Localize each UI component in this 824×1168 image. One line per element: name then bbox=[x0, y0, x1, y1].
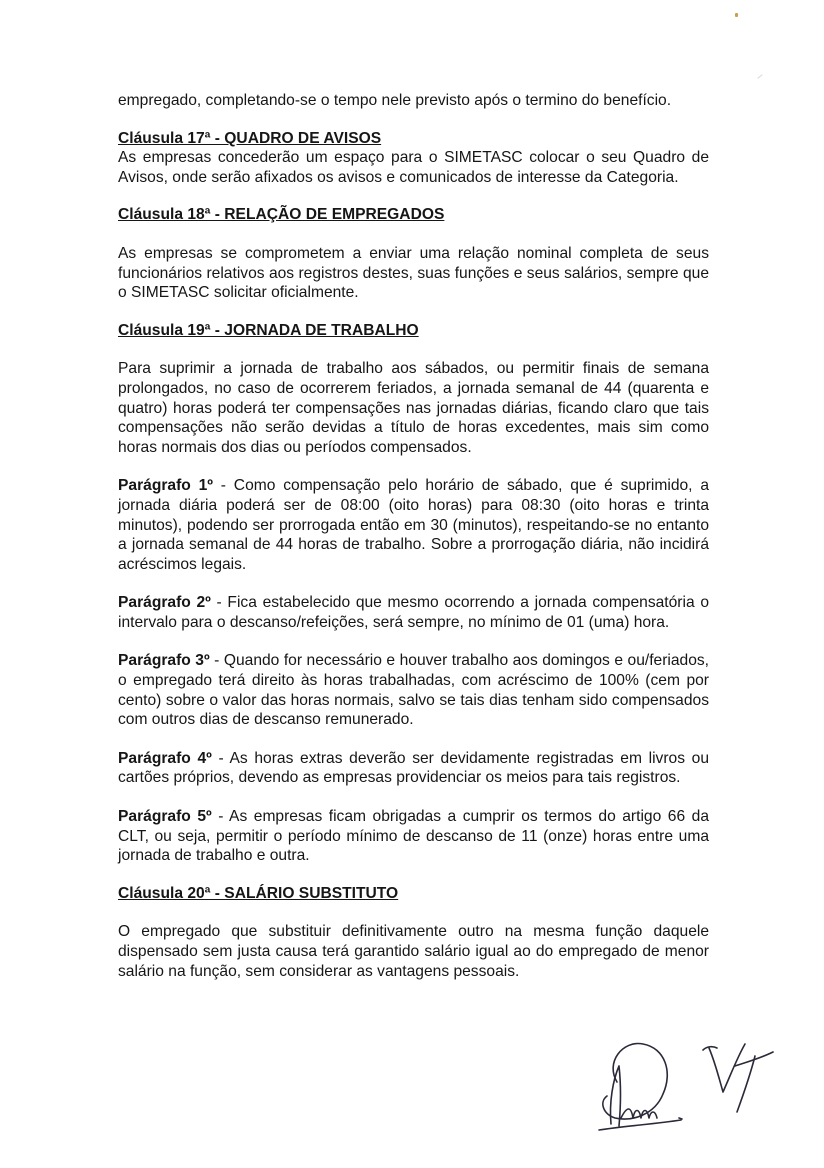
document-body bbox=[118, 91, 709, 981]
paragraph-text: - Quando for necessário e houver trabalho aos domingos e ou/feriados, o empregado terá direito às horas trabalhadas, com acréscimo de 100% (cem por cento) sobre o valor das horas normais, salvo se tais dias tenham sido compensados com outros dias de descanso remunerado. bbox=[118, 652, 710, 729]
paragraph-text: - As horas extras deverão ser devidamente registradas em livros ou cartões próprios, devendo as empresas providenciar os meios para tais registros. bbox=[118, 749, 710, 787]
clause-18-heading: Cláusula 18ª - RELAÇÃO DE EMPREGADOS bbox=[118, 206, 445, 224]
signature-rubric-1 bbox=[603, 1044, 667, 1119]
paragraph-label: Parágrafo 1º bbox=[118, 477, 213, 495]
paragraph-label: Parágrafo 5º bbox=[118, 808, 212, 826]
clause-19-paragraph-4 bbox=[118, 749, 709, 788]
clause-19-heading: Cláusula 19ª - JORNADA DE TRABALHO bbox=[118, 321, 419, 339]
paragraph-text: - As empresas ficam obrigadas a cumprir os termos do artigo 66 da CLT, ou seja, permitir o período mínimo de descanso de 11 (onze) horas entre uma jornada de trabalho e outra. bbox=[118, 808, 709, 865]
paragraph-label: Parágrafo 3º bbox=[118, 652, 210, 670]
clause-19-paragraph-1 bbox=[118, 476, 709, 574]
clause-17-body: As empresas concederão um espaço para o SIMETASC colocar o seu Quadro de Avisos, onde serão afixados os avisos e comunicados de interesse da Categoria. bbox=[118, 149, 709, 186]
paragraph-text: - Como compensação pelo horário de sábado, que é suprimido, a jornada diária poderá ser de 08:00 (oito horas) para 08:30 (oito horas e trinta minutos), podendo ser prorrogada então em 30 (minutos), respeitando-se no entanto a jornada semanal de 44 horas de trabalho. Sobre a prorrogação diária, não incidirá acréscimos legais. bbox=[118, 477, 709, 573]
clause-17-heading: Cláusula 17ª - QUADRO DE AVISOS bbox=[118, 129, 382, 147]
scan-speck bbox=[735, 13, 738, 17]
clause-20-heading: Cláusula 20ª - SALÁRIO SUBSTITUTO bbox=[118, 884, 399, 902]
paragraph-label: Parágrafo 2º bbox=[118, 594, 211, 612]
handwritten-signatures bbox=[585, 1022, 785, 1142]
clause-18-body: As empresas se comprometem a enviar uma relação nominal completa de seus funcionários relativos aos registros destes, suas funções e seus salários, sempre que o SIMETASC solicitar oficialmente. bbox=[118, 244, 709, 302]
clause-19-body: Para suprimir a jornada de trabalho aos sábados, ou permitir finais de semana prolongados, no caso de ocorrerem feriados, a jornada semanal de 44 (quarenta e quatro) horas poderá ter compensações nas jornadas diárias, ficando claro que tais compensações não serão devidas a título de horas excedentes, mais sim como horas normais dos dias ou períodos compensados. bbox=[118, 360, 709, 456]
paragraph-label: Parágrafo 4º bbox=[118, 749, 212, 767]
clause-19-paragraph-5 bbox=[118, 807, 709, 866]
intro-paragraph: empregado, completando-se o tempo nele previsto após o termino do benefício. bbox=[118, 92, 672, 109]
clause-19-paragraph-3 bbox=[118, 651, 709, 729]
signature-rubric-2 bbox=[709, 1044, 745, 1092]
clause-19-paragraph-2 bbox=[118, 593, 709, 632]
paragraph-text: - Fica estabelecido que mesmo ocorrendo a jornada compensatória o intervalo para o descanso/refeições, será sempre, no mínimo de 01 (uma) hora. bbox=[118, 594, 709, 631]
scan-speck bbox=[757, 74, 762, 79]
clause-20-body: O empregado que substituir definitivamente outro na mesma função daquele dispensado sem justa causa terá garantido salário igual ao do empregado de menor salário na função, sem considerar as vantagens pessoais. bbox=[118, 923, 709, 980]
